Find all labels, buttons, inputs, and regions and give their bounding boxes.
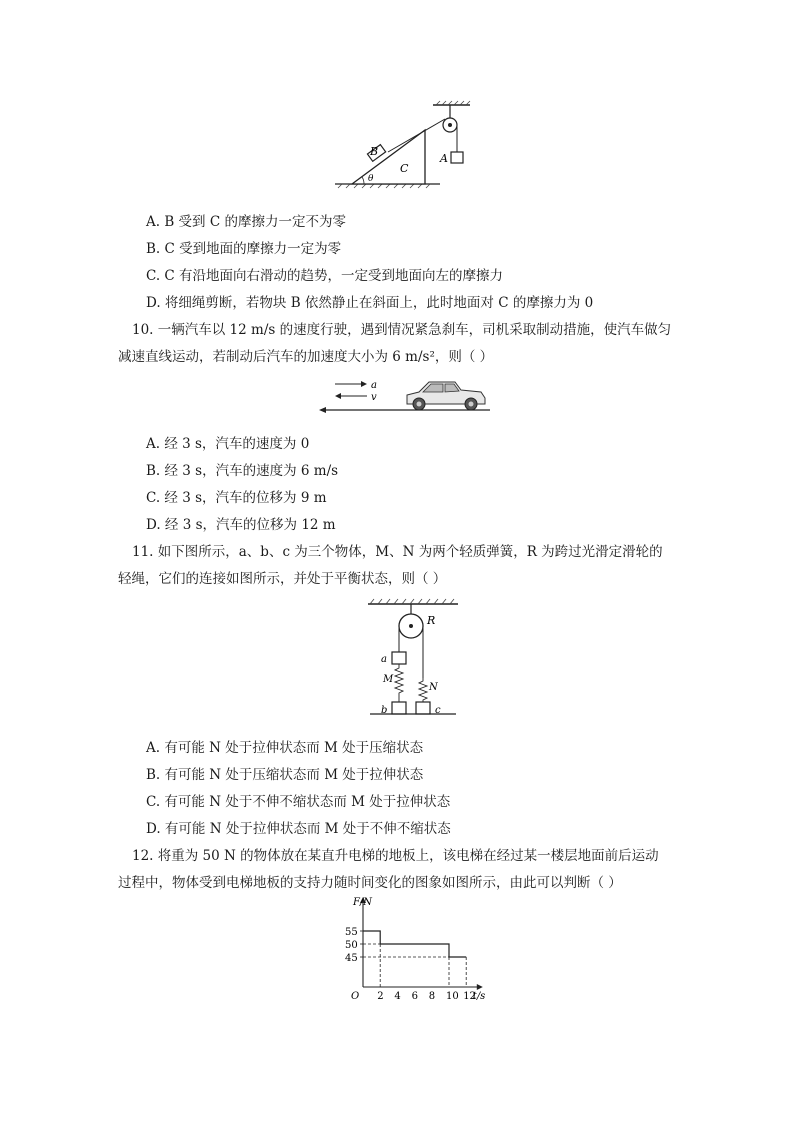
label-M: M — [383, 674, 394, 685]
q10-stem-line2: 减速直线运动，若制动后汽车的加速度大小为 6 m/s²，则（ ） — [118, 349, 494, 365]
y-tick-label: 50 — [345, 940, 358, 951]
q10-stem-line1: 10. 一辆汽车以 12 m/s 的速度行驶，遇到情况紧急刹车，司机采取制动措施，使汽车做匀 — [132, 322, 672, 338]
label-R: R — [427, 614, 436, 627]
q11-option-a: A. 有可能 N 处于拉伸状态而 M 处于压缩状态 — [146, 740, 424, 756]
origin-label: O — [351, 991, 360, 1002]
y-tick-label: 45 — [345, 953, 358, 964]
q11-option-d: D. 有可能 N 处于拉伸状态而 M 处于不伸不缩状态 — [146, 821, 451, 837]
q10-option-c: C. 经 3 s，汽车的位移为 9 m — [146, 490, 327, 506]
y-axis-label: F/N — [353, 897, 373, 908]
x-tick-label: 4 — [394, 991, 401, 1002]
q9-option-c: C. C 有沿地面向右滑动的趋势，一定受到地面向左的摩擦力 — [146, 268, 504, 284]
incline-pulley-figure — [330, 100, 480, 190]
label-C: C — [400, 162, 409, 175]
theta-label: θ — [368, 174, 374, 184]
x-tick-label: 10 — [446, 991, 459, 1002]
q11-stem-line2: 轻绳，它们的连接如图所示，并处于平衡状态，则（ ） — [118, 571, 447, 587]
q9-option-b: B. C 受到地面的摩擦力一定为零 — [146, 241, 342, 257]
x-tick-label: 12 — [463, 991, 476, 1002]
q10-option-d: D. 经 3 s，汽车的位移为 12 m — [146, 517, 336, 533]
label-a-accel: a — [371, 380, 377, 391]
label-a-block: a — [381, 654, 387, 665]
q12-stem-line1: 12. 将重为 50 N 的物体放在某直升电梯的地板上，该电梯在经过某一楼层地面前后运动 — [132, 848, 659, 864]
force-time-chart — [325, 895, 485, 1005]
x-axis-arrow — [477, 984, 483, 990]
q11-stem-line1: 11. 如下图所示，a、b、c 为三个物体，M、N 为两个轻质弹簧，R 为跨过光滑定滑轮的 — [132, 544, 663, 560]
x-axis-label: t/s — [472, 991, 485, 1002]
car-figure — [315, 368, 495, 414]
label-A: A — [440, 152, 448, 165]
x-tick-label: 6 — [411, 991, 418, 1002]
x-tick-label: 2 — [377, 991, 384, 1002]
label-c: c — [435, 705, 441, 716]
x-tick-label: 8 — [428, 991, 436, 1002]
car-icon — [407, 382, 485, 410]
label-v-velocity: v — [371, 392, 377, 403]
y-tick-label: 55 — [345, 927, 358, 938]
q9-option-d: D. 将细绳剪断，若物块 B 依然静止在斜面上，此时地面对 C 的摩擦力为 0 — [146, 295, 594, 311]
label-b: b — [381, 705, 388, 716]
q9-option-a: A. B 受到 C 的摩擦力一定不为零 — [146, 214, 346, 230]
q10-option-b: B. 经 3 s，汽车的速度为 6 m/s — [146, 463, 339, 479]
q11-option-c: C. 有可能 N 处于不伸不缩状态而 M 处于拉伸状态 — [146, 794, 451, 810]
q10-option-a: A. 经 3 s，汽车的速度为 0 — [146, 436, 310, 452]
label-N: N — [429, 682, 438, 693]
label-B: B — [370, 145, 379, 158]
spring-pulley-figure — [366, 596, 462, 720]
q11-option-b: B. 有可能 N 处于压缩状态而 M 处于拉伸状态 — [146, 767, 424, 783]
q12-stem-line2: 过程中，物体受到电梯地板的支持力随时间变化的图象如图所示，由此可以判断（ ） — [118, 875, 622, 891]
